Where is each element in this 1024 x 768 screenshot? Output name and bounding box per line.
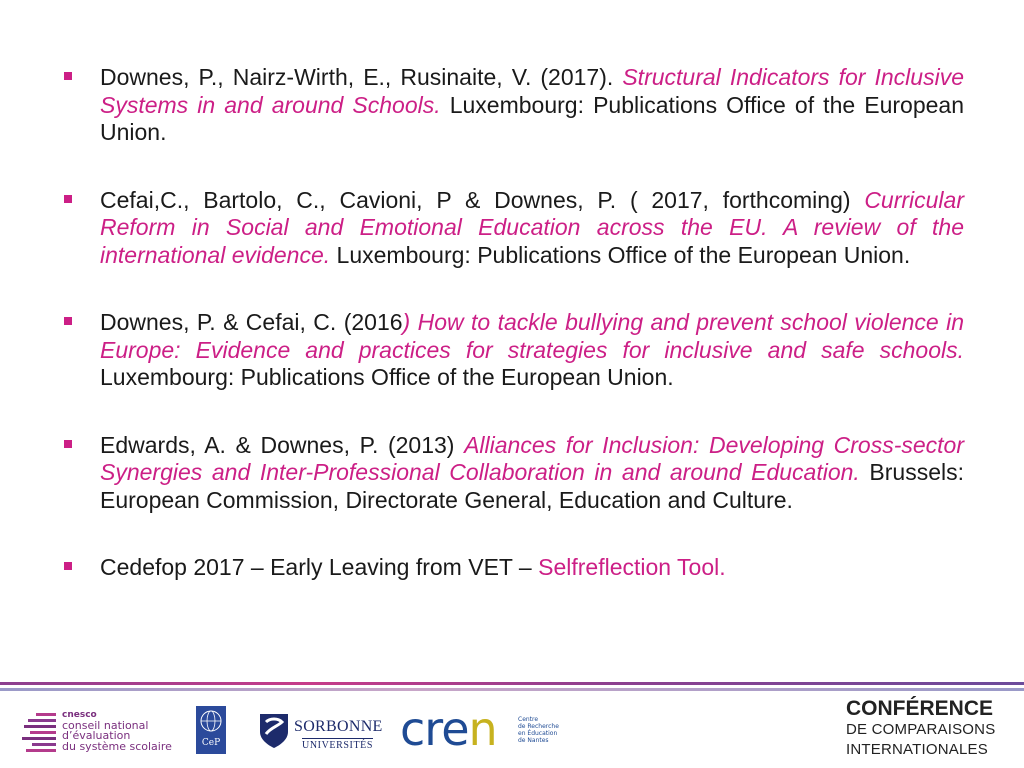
square-bullet-icon: [64, 440, 72, 448]
cnesco-text: [62, 710, 172, 752]
cren-sub-line: de Nantes: [518, 737, 549, 744]
cnesco-lines-icon: [22, 710, 58, 756]
cren-letter: e: [441, 702, 469, 756]
cep-label: CeP: [201, 738, 221, 748]
reference-item: [60, 187, 964, 270]
cnesco-line: conseil national: [62, 718, 149, 732]
reference-item: [60, 64, 964, 147]
cnesco-logo: [22, 710, 182, 756]
reference-publisher: Brussels: European Commission, Directorate General, Education and Culture.: [100, 459, 964, 513]
cnesco-line: d’évaluation: [62, 729, 131, 742]
reference-list: [60, 64, 964, 582]
reference-title: ) How to tackle bullying and prevent school violence in Europe: Evidence and practices for strategies for inclusive and safe schools.: [100, 309, 965, 363]
reference-title: Curricular Reform in Social and Emotional Education across the EU. A review of the international evidence.: [100, 186, 964, 268]
shield-icon: [258, 712, 290, 750]
reference-text-normal: Downes, P. & Cefai, C. (2016: [100, 309, 403, 335]
footer-divider: [0, 682, 1024, 691]
cnesco-name: cnesco: [62, 710, 97, 720]
square-bullet-icon: [64, 195, 72, 203]
reference-item: [60, 309, 964, 392]
cren-letter: c: [400, 702, 425, 756]
cnesco-line: du système scolaire: [62, 739, 172, 753]
reference-item: [60, 432, 964, 515]
reference-publisher: Luxembourg: Publications Office of the European Union.: [100, 91, 964, 145]
cren-sub-line: de Recherche: [518, 723, 559, 730]
cren-sub-line: en Éducation: [518, 730, 558, 737]
conference-subtitle: INTERNATIONALES: [846, 741, 988, 758]
reference-item: [60, 554, 964, 582]
globe-icon: [196, 706, 226, 734]
cren-logo: [400, 702, 570, 756]
square-bullet-icon: [64, 317, 72, 325]
reference-text-normal: Downes, P., Nairz-Wirth, E., Rusinaite, V. (2017).: [100, 64, 623, 90]
conference-subtitle: DE COMPARAISONS: [846, 721, 996, 738]
reference-title: Alliances for Inclusion: Developing Cross-sector Synergies and Inter-Professional Collaboration in and around Education.: [100, 431, 964, 485]
conference-title: CONFÉRENCE: [846, 697, 994, 720]
cren-wordmark: [400, 702, 497, 756]
sorbonne-logo: [258, 712, 388, 752]
divider-stripe: [0, 688, 1024, 691]
sorbonne-sub: UNIVERSITÉS: [302, 740, 374, 751]
cep-logo: [196, 706, 226, 754]
reference-publisher: Luxembourg: Publications Office of the European Union.: [330, 241, 911, 268]
reference-title: Structural Indicators for Inclusive Systems in and around Schools.: [100, 64, 964, 118]
square-bullet-icon: [64, 562, 72, 570]
reference-publisher: Luxembourg: Publications Office of the European Union.: [100, 364, 674, 390]
cren-letter: r: [424, 702, 442, 756]
cren-subtitle: [518, 716, 559, 744]
reference-text-normal: Edwards, A. & Downes, P. (2013): [100, 431, 465, 458]
cren-letter: n: [468, 702, 497, 756]
reference-text-normal: Cedefop 2017 – Early Leaving from VET –: [100, 554, 539, 580]
square-bullet-icon: [64, 72, 72, 80]
cren-sub-line: Centre: [518, 716, 539, 723]
conference-title-block: [846, 698, 1016, 760]
divider-stripe: [0, 682, 1024, 685]
sorbonne-name: SORBONNE: [294, 718, 383, 735]
reference-text-normal: Cefai,C., Bartolo, C., Cavioni, P & Downes, P. ( 2017, forthcoming): [100, 186, 865, 213]
reference-title: Selfreflection Tool.: [538, 554, 726, 580]
footer-logos: [0, 694, 1024, 768]
